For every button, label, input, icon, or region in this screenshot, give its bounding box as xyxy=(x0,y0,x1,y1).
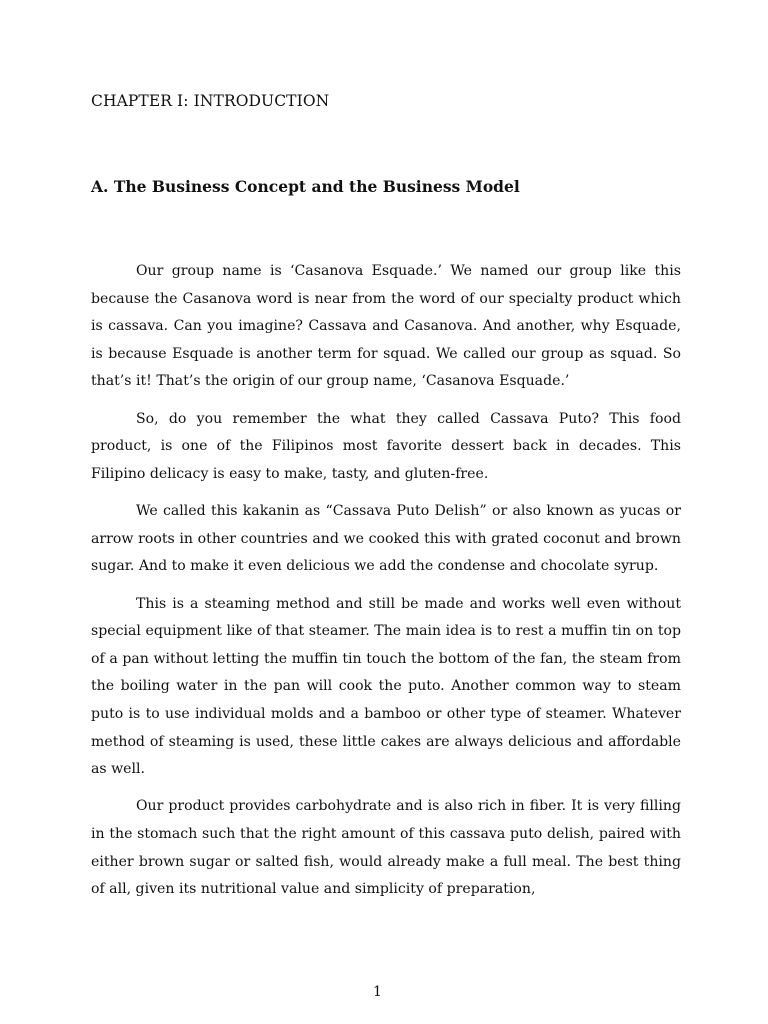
page-number: 1 xyxy=(373,984,382,1000)
paragraph-group-name: Our group name is ‘Casanova Esquade.’ We named our group like this because the Casanova word is near from the word of our specialty product which is cassava. Can you imagine? Cassava and Casanova. And another, why Esquade, is because Esquade is another term for squad. We called our group as squad. So that’s it! That’s the origin of our group name, ‘Casanova Esquade.’ xyxy=(91,263,681,390)
paragraph-kakanin: We called this kakanin as “Cassava Puto Delish” or also known as yucas or arrow roots in other countries and we cooked this with grated coconut and brown sugar. And to make it even delicious we add the condense and chocolate syrup. xyxy=(91,503,681,575)
paragraph-steaming-method: This is a steaming method and still be made and works well even without special equipment like of that steamer. The main idea is to rest a muffin tin on top of a pan without letting the muffin tin touch the bottom of the fan, the steam from the boiling water in the pan will cook the puto. Another common way to steam puto is to use individual molds and a bamboo or other type of steamer. Whatever method of steaming is used, these little cakes are always delicious and affordable as well. xyxy=(91,595,681,778)
chapter-heading: CHAPTER I: INTRODUCTION xyxy=(91,92,330,110)
body-text xyxy=(91,258,681,914)
paragraph-cassava-puto: So, do you remember the what they called Cassava Puto? This food product, is one of the Filipinos most favorite dessert back in decades. This Filipino delicacy is easy to make, tasty, and gluten-free. xyxy=(91,410,681,482)
section-heading: A. The Business Concept and the Business Model xyxy=(91,177,520,196)
paragraph-nutrition: Our product provides carbohydrate and is also rich in fiber. It is very filling in the stomach such that the right amount of this cassava puto delish, paired with either brown sugar or salted fish, would already make a full meal. The best thing of all, given its nutritional value and simplicity of preparation, xyxy=(91,798,681,898)
